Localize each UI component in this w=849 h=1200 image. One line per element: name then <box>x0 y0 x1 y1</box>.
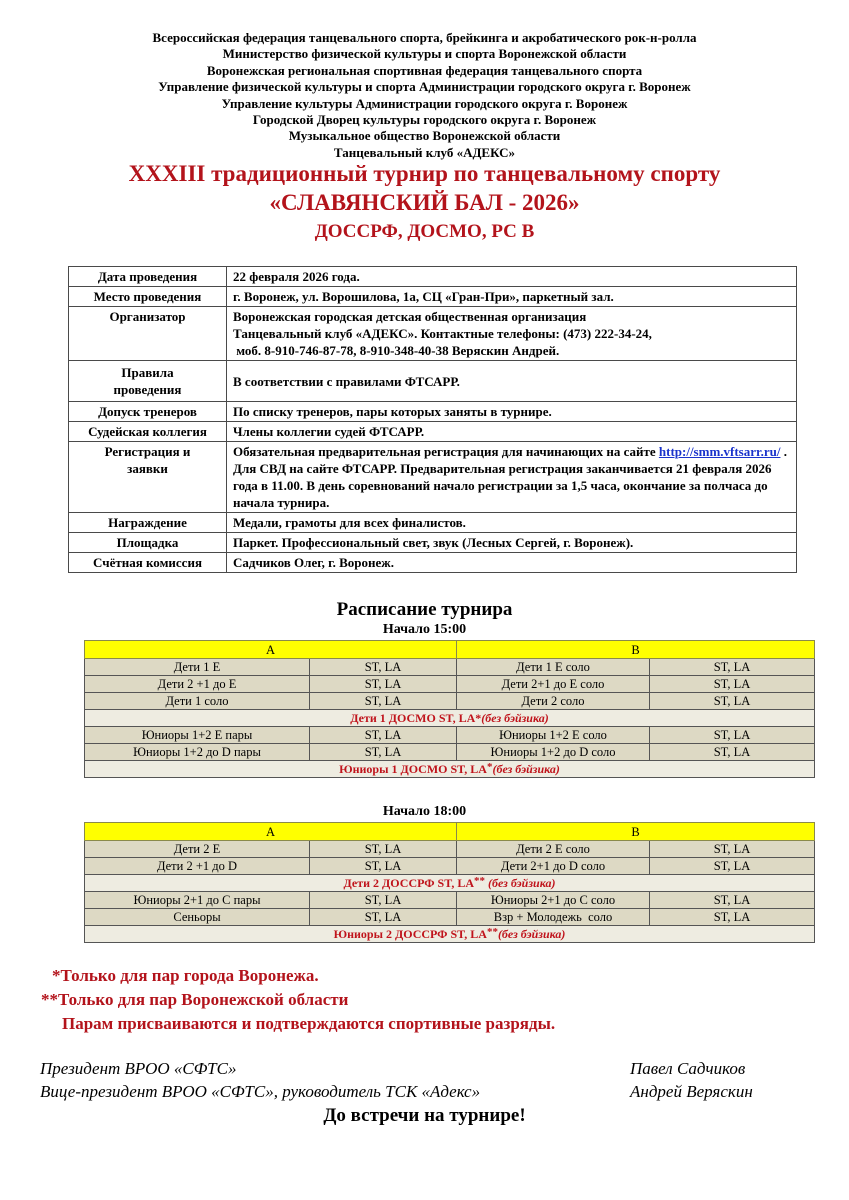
info-key: Судейская коллегия <box>69 422 227 442</box>
category: Дети 2+1 до E соло <box>457 676 650 693</box>
info-row-scrutineers <box>69 553 797 573</box>
group-b-header: B <box>457 641 815 659</box>
program: ST, LA <box>310 676 457 693</box>
info-value <box>227 442 797 513</box>
registration-link[interactable]: http://smm.vftsarr.ru/ <box>658 444 781 459</box>
info-key: Площадка <box>69 533 227 553</box>
session-1-start: Начало 15:00 <box>382 622 467 637</box>
schedule-header-row <box>85 641 815 659</box>
program: ST, LA <box>650 659 815 676</box>
info-value: Члены коллегии судей ФТСАРР. <box>227 422 797 442</box>
info-row-date <box>69 267 797 287</box>
info-value-text: . Для СВД на сайте ФТСАРР. Предварительная регистрация заканчивается 21 февраля 2026 года в 11.00. В день соревнований начало регистрации за 1,5 часа, окончание за полчаса до начала турнира. <box>233 444 787 510</box>
program: ST, LA <box>310 744 457 761</box>
info-value: 22 февраля 2026 года. <box>227 267 797 287</box>
info-value: Садчиков Олег, г. Воронеж. <box>227 553 797 573</box>
category: Дети 2 +1 до E <box>85 676 310 693</box>
schedule-note <box>85 926 815 943</box>
schedule-row <box>85 693 815 710</box>
closing-message: До встречи на турнире! <box>323 1105 526 1126</box>
signature-name-vice-president: Андрей Веряскин <box>630 1082 753 1101</box>
note-italic: (без бэйзика) <box>481 711 549 725</box>
organizer-line: Воронежская региональная спортивная федерация танцевального спорта <box>206 62 643 78</box>
info-row-venue <box>69 533 797 553</box>
tournament-categories: ДОССРФ, ДОСМО, РС В <box>314 221 535 242</box>
signature-role-vice-president: Вице-президент ВРОО «СФТС», руководитель ТСК «Адекс» <box>40 1082 481 1101</box>
info-row-place <box>69 287 797 307</box>
info-value: Медали, грамоты для всех финалистов. <box>227 513 797 533</box>
note-mark: ** <box>474 875 486 887</box>
note-text: Дети 2 ДОССРФ ST, LA <box>343 876 475 890</box>
program: ST, LA <box>650 909 815 926</box>
program: ST, LA <box>650 744 815 761</box>
session-2-start: Начало 18:00 <box>382 804 467 819</box>
program: ST, LA <box>310 841 457 858</box>
category: Юниоры 2+1 до C пары <box>85 892 310 909</box>
program: ST, LA <box>650 693 815 710</box>
program: ST, LA <box>310 858 457 875</box>
program: ST, LA <box>650 727 815 744</box>
program: ST, LA <box>310 659 457 676</box>
category: Юниоры 1+2 E соло <box>457 727 650 744</box>
organizer-line: Музыкальное общество Воронежской области <box>288 128 561 144</box>
info-key <box>69 442 227 513</box>
schedule-row <box>85 892 815 909</box>
schedule-note-row <box>85 710 815 727</box>
schedule-row <box>85 858 815 875</box>
schedule-row <box>85 841 815 858</box>
category: Дети 1 E <box>85 659 310 676</box>
schedule-row <box>85 727 815 744</box>
info-key-line: проведения <box>113 382 182 397</box>
program: ST, LA <box>650 676 815 693</box>
info-value: По списку тренеров, пары которых заняты в турнире. <box>227 402 797 422</box>
schedule-row <box>85 659 815 676</box>
schedule-note-row <box>85 761 815 778</box>
note-italic: (без бэйзика) <box>485 876 556 890</box>
info-row-coaches <box>69 402 797 422</box>
organizer-line: Танцевальный клуб «АДЕКС» <box>333 144 516 160</box>
tournament-title: XXXIII традиционный турнир по танцевальному спорту <box>128 161 721 186</box>
note-text: Юниоры 1 ДОСМО ST, LA <box>339 762 487 776</box>
category: Дети 1 соло <box>85 693 310 710</box>
group-a-header: A <box>85 641 457 659</box>
info-value: В соответствии с правилами ФТСАРР. <box>227 361 797 402</box>
note-italic: (без бэйзика) <box>492 762 560 776</box>
schedule-title: Расписание турнира <box>336 599 513 620</box>
organizers-list <box>0 30 849 161</box>
schedule-table-session-2 <box>84 822 815 943</box>
info-row-registration <box>69 442 797 513</box>
category: Дети 2 E соло <box>457 841 650 858</box>
category: Юниоры 1+2 до D соло <box>457 744 650 761</box>
info-value-line: Танцевальный клуб «АДЕКС». Контактные телефоны: (473) 222-34-24, <box>233 326 652 341</box>
schedule-header-row <box>85 823 815 841</box>
schedule-note-row <box>85 875 815 892</box>
footnote-city: *Только для пар города Воронежа. <box>52 966 319 985</box>
organizer-line: Управление физической культуры и спорта Администрации городского округа г. Воронеж <box>158 79 691 95</box>
schedule-note-row <box>85 926 815 943</box>
organizer-line: Министерство физической культуры и спорта Воронежской области <box>222 46 627 62</box>
program: ST, LA <box>310 909 457 926</box>
category: Дети 1 E соло <box>457 659 650 676</box>
info-key-line: Правила <box>121 365 174 380</box>
signature-name-president: Павел Садчиков <box>630 1059 746 1078</box>
info-row-awards <box>69 513 797 533</box>
program: ST, LA <box>650 858 815 875</box>
info-table <box>68 266 797 573</box>
organizer-line: Городской Дворец культуры городского округа г. Воронеж <box>252 112 597 128</box>
info-key-line: Регистрация и <box>104 444 191 459</box>
info-row-rules <box>69 361 797 402</box>
info-key-line: заявки <box>127 461 168 476</box>
info-value <box>227 307 797 361</box>
note-mark: ** <box>486 926 498 938</box>
program: ST, LA <box>650 892 815 909</box>
organizer-line: Управление культуры Администрации городского округа г. Воронеж <box>221 95 628 111</box>
category: Юниоры 2+1 до C соло <box>457 892 650 909</box>
note-italic: (без бэйзика) <box>497 927 566 941</box>
category: Юниоры 1+2 E пары <box>85 727 310 744</box>
footnote-region: **Только для пар Воронежской области <box>41 990 349 1009</box>
info-value: Паркет. Профессиональный свет, звук (Лесных Сергей, г. Воронеж). <box>227 533 797 553</box>
schedule-note <box>85 710 815 727</box>
info-value-line: Воронежская городская детская общественная организация <box>233 309 587 324</box>
category: Дети 2 E <box>85 841 310 858</box>
info-key: Счётная комиссия <box>69 553 227 573</box>
info-value-text: Обязательная предварительная регистрация для начинающих на сайте <box>233 444 656 459</box>
schedule-note <box>85 761 815 778</box>
info-key: Дата проведения <box>69 267 227 287</box>
program: ST, LA <box>310 727 457 744</box>
note-text: Дети 1 ДОСМО ST, LA <box>350 711 476 725</box>
program: ST, LA <box>650 841 815 858</box>
category: Сеньоры <box>85 909 310 926</box>
category: Дети 2 +1 до D <box>85 858 310 875</box>
schedule-row <box>85 744 815 761</box>
schedule-note <box>85 875 815 892</box>
program: ST, LA <box>310 892 457 909</box>
note-mark: * <box>475 711 482 725</box>
tournament-name: «СЛАВЯНСКИЙ БАЛ - 2026» <box>269 190 580 215</box>
info-key: Награждение <box>69 513 227 533</box>
group-b-header: B <box>457 823 815 841</box>
footnote-ranks: Парам присваиваются и подтверждаются спортивные разряды. <box>62 1014 556 1033</box>
signature-role-president: Президент ВРОО «СФТС» <box>40 1059 237 1078</box>
note-text: Юниоры 2 ДОССРФ ST, LA <box>333 927 487 941</box>
info-value: г. Воронеж, ул. Ворошилова, 1а, СЦ «Гран-При», паркетный зал. <box>227 287 797 307</box>
schedule-table-session-1 <box>84 640 815 778</box>
info-key <box>69 361 227 402</box>
info-key: Место проведения <box>69 287 227 307</box>
schedule-row <box>85 909 815 926</box>
category: Дети 2+1 до D соло <box>457 858 650 875</box>
group-a-header: A <box>85 823 457 841</box>
program: ST, LA <box>310 693 457 710</box>
category: Взр + Молодежь соло <box>457 909 650 926</box>
category: Дети 2 соло <box>457 693 650 710</box>
info-key: Допуск тренеров <box>69 402 227 422</box>
note-mark: * <box>486 761 493 773</box>
schedule-row <box>85 676 815 693</box>
info-value-line: моб. 8-910-746-87-78, 8-910-348-40-38 Веряскин Андрей. <box>233 343 560 358</box>
info-key: Организатор <box>69 307 227 361</box>
category: Юниоры 1+2 до D пары <box>85 744 310 761</box>
info-row-judges <box>69 422 797 442</box>
organizer-line: Всероссийская федерация танцевального спорта, брейкинга и акробатического рок-н-ролла <box>152 30 697 45</box>
info-row-organizer <box>69 307 797 361</box>
